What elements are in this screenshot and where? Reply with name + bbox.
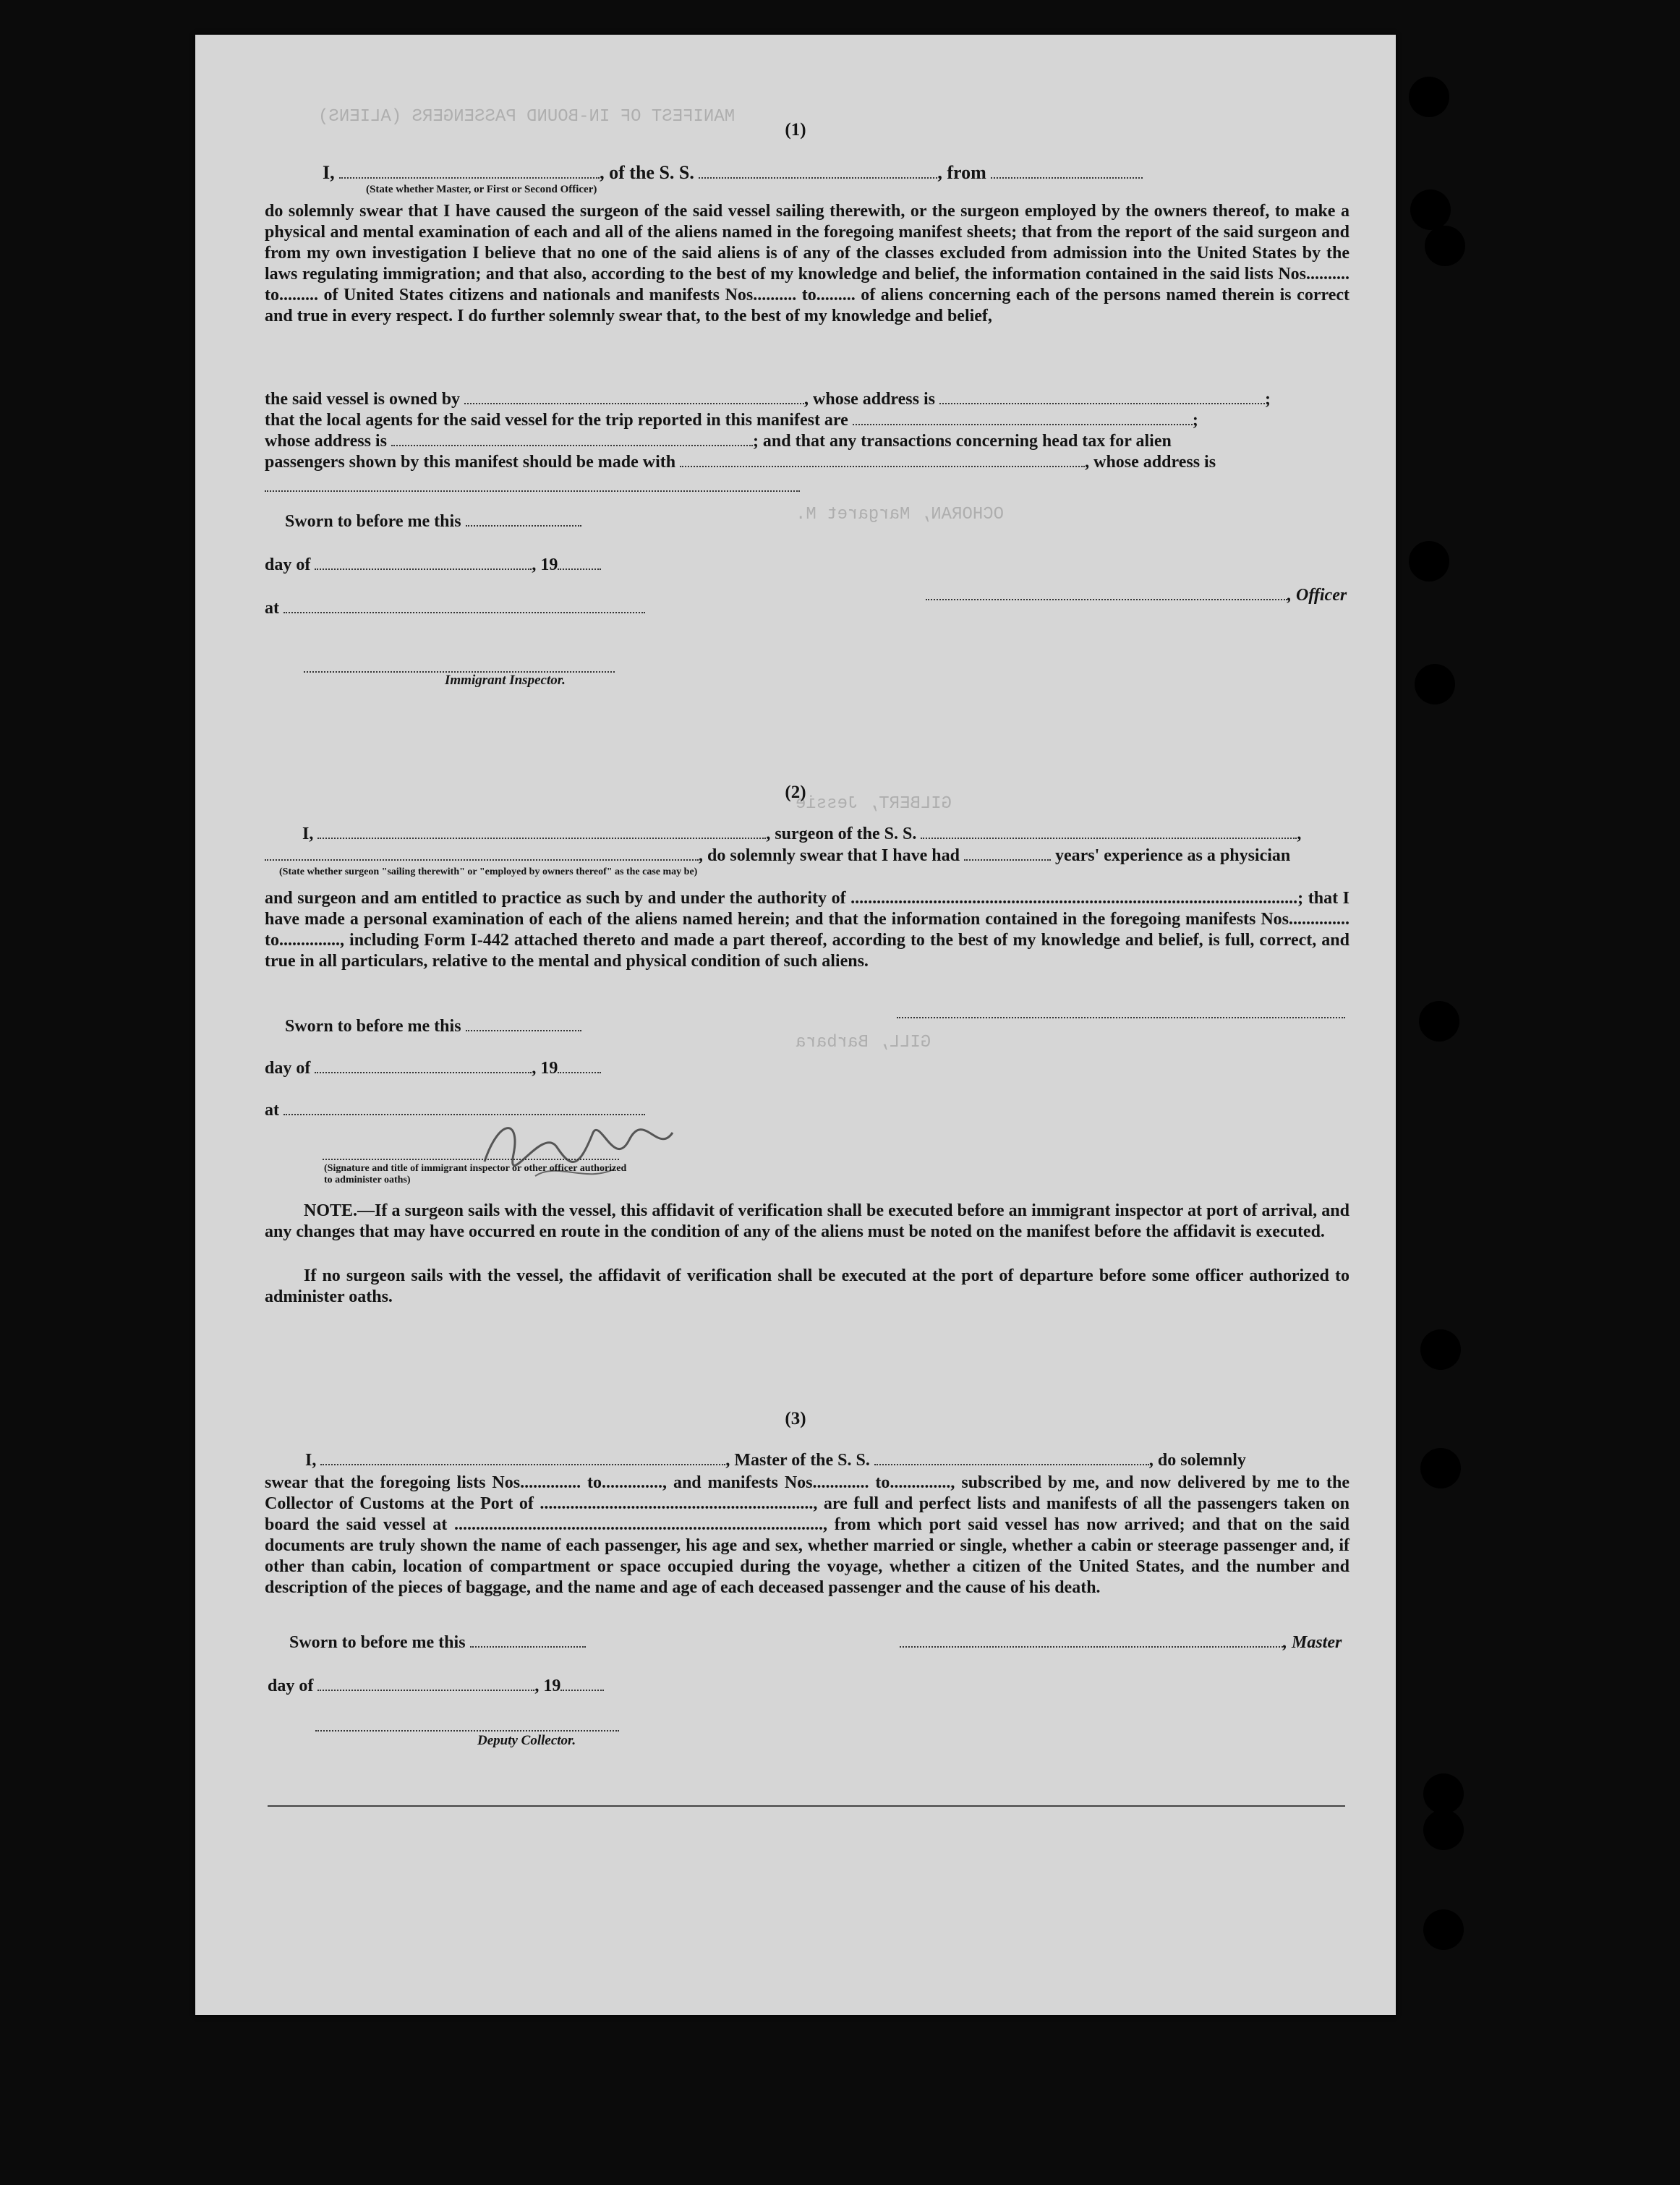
s2-surgeon-signature-line	[897, 1004, 1345, 1022]
s2-line2-subcaption: (State whether surgeon "sailing therewith" or "employed by owners thereof" as the case may be)	[279, 866, 698, 877]
s1-day-line: day of , 19	[265, 555, 601, 575]
punch-hole	[1420, 1448, 1461, 1488]
s2-body: and surgeon and am entitled to practice as such by and under the authority of .......................................................................................................; that I have made a personal examination of each of the aliens named herein; and that the information contained in the foregoing manifests Nos.............. to.............., including Form I-442 attached thereto and made a part thereof, according to the best of my knowledge and belief, is full, correct, and true in all particulars, relative to the mental and physical condition of such aliens.	[265, 889, 1349, 971]
bottom-rule	[268, 1805, 1345, 1807]
punch-hole	[1425, 226, 1465, 266]
punch-hole	[1410, 189, 1451, 230]
bleed-through-text: GILL, Barbara	[796, 1033, 931, 1052]
s1-owned-line: the said vessel is owned by , whose address is ;	[265, 390, 1271, 409]
s1-at-line: at	[265, 599, 645, 618]
bleed-through-text: GILBERT, Jessie	[796, 794, 952, 814]
s1-line1-subcaption: (State whether Master, or First or Second Officer)	[366, 184, 597, 195]
s1-sworn-line: Sworn to before me this	[285, 512, 581, 532]
bleed-through-header: MANIFEST OF IN-BOUND PASSENGERS (ALIENS)	[318, 107, 735, 127]
s2-sworn-line: Sworn to before me this	[285, 1017, 581, 1036]
s1-agents-address-line: whose address is ; and that any transactions concerning head tax for alien	[265, 432, 1172, 451]
s1-inspector-caption: Immigrant Inspector.	[445, 673, 566, 688]
s2-line2: , do solemnly swear that I have had years' experience as a physician	[265, 846, 1290, 866]
s3-deputy-caption: Deputy Collector.	[477, 1733, 576, 1748]
punch-hole	[1420, 1329, 1461, 1370]
s2-line1: I, , surgeon of the S. S. ,	[302, 825, 1302, 843]
punch-hole	[1415, 664, 1455, 704]
section-2-number: (2)	[785, 783, 806, 802]
s2-day-line: day of , 19	[265, 1059, 601, 1078]
s2-note2: If no surgeon sails with the vessel, the affidavit of verification shall be executed at the port of departure before some officer authorized to administer oaths.	[265, 1266, 1349, 1306]
bleed-through-text: OCHORAN, Margaret M.	[796, 505, 1005, 524]
s1-agents-line: that the local agents for the said vessel for the trip reported in this manifest are ;	[265, 411, 1198, 430]
s1-address-fill	[265, 477, 800, 495]
manifest-page	[195, 35, 1396, 2015]
punch-hole	[1409, 541, 1449, 582]
s3-body: swear that the foregoing lists Nos.............. to.............., and manifests Nos............. to.............., subscribed by me, and now delivered by me to the Collector of Customs at the Port of ..............................................................., are full and perfect lists and manifests of all the passengers taken on board the said vessel at ....................................................................................., from which port said vessel has now arrived; and that on the said documents are truly shown the name of each passenger, his age and sex, whether married or single, whether a cabin or steerage passenger and, if other than cabin, location of compartment or space occupied during the voyage, whether a citizen of the United States, and the number and description of the pieces of baggage, and the name and age of each deceased passenger and the cause of his death.	[265, 1473, 1349, 1597]
s3-line1: I, , Master of the S. S. , do solemnly	[305, 1451, 1246, 1470]
s2-at-line: at	[265, 1101, 645, 1120]
s3-day-line: day of , 19	[268, 1677, 604, 1696]
punch-hole	[1423, 1909, 1464, 1950]
s2-signature-rule	[323, 1146, 619, 1164]
s2-note: NOTE.—If a surgeon sails with the vessel, this affidavit of verification shall be executed before an immigrant inspector at port of arrival, and any changes that may have occurred en route in the condition of any of the aliens must be noted on the manifest before the affidavit is executed.	[265, 1201, 1349, 1241]
punch-hole	[1419, 1001, 1459, 1042]
punch-hole	[1423, 1773, 1464, 1814]
punch-hole	[1409, 77, 1449, 117]
s1-line1: I, , of the S. S. , from	[323, 162, 1143, 184]
punch-hole	[1423, 1810, 1464, 1850]
s3-sworn-line: Sworn to before me this	[289, 1633, 586, 1653]
s1-passengers-line: passengers shown by this manifest should be made with , whose address is	[265, 453, 1216, 472]
s2-signature-caption: (Signature and title of immigrant inspector or other officer authorized to administer oaths)	[324, 1163, 627, 1185]
s3-master-line: , Master	[900, 1633, 1342, 1653]
s1-body: do solemnly swear that I have caused the surgeon of the said vessel sailing therewith, or the surgeon employed by the owners thereof, to make a physical and mental examination of each and all of the aliens named in the foregoing manifest sheets; that from the report of the said surgeon and from my own investigation I believe that no one of the said aliens is of any of the classes excluded from admission into the United States by the laws regulating immigration; and that also, according to the best of my knowledge and belief, the information contained in the said lists Nos.......... to......... of United States citizens and nationals and manifests Nos.......... to......... of aliens concerning each of the persons named therein is correct and true in every respect. I do further solemnly swear that, to the best of my knowledge and belief,	[265, 202, 1349, 325]
s1-officer-line: , Officer	[926, 586, 1347, 605]
section-1-number: (1)	[785, 120, 806, 140]
section-3-number: (3)	[785, 1409, 806, 1428]
